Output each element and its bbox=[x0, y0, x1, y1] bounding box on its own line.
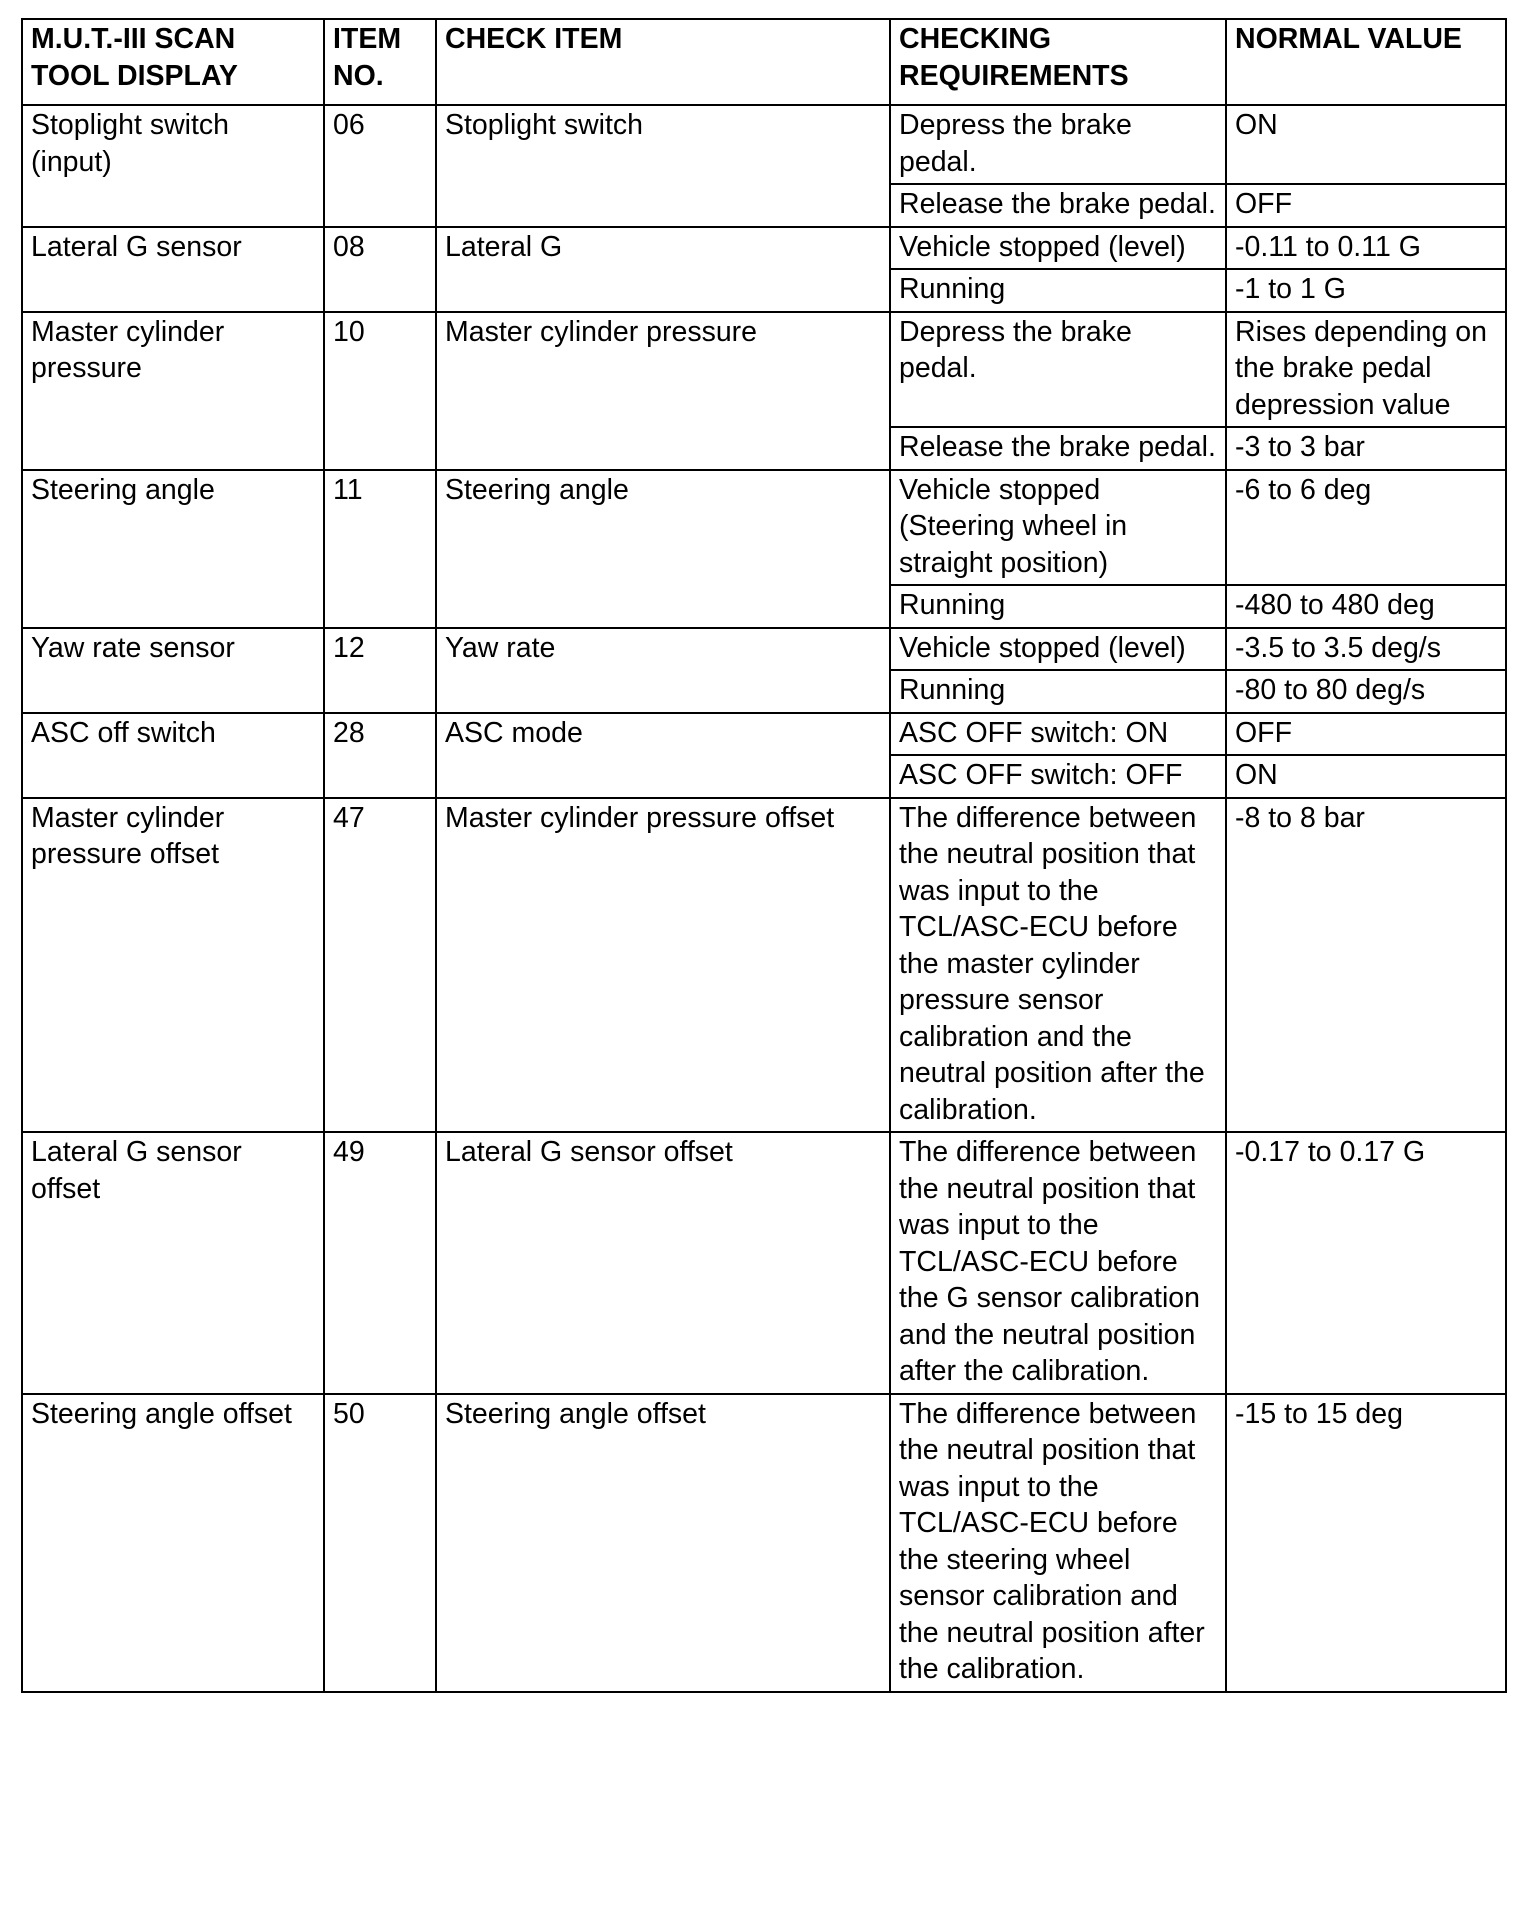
spec-sheet bbox=[21, 18, 1507, 1693]
requirement-cell: Vehicle stopped (Steering wheel in straight position) bbox=[890, 470, 1226, 586]
item-no-cell: 10 bbox=[324, 312, 436, 470]
header-normal-value: NORMAL VALUE bbox=[1226, 19, 1506, 105]
requirement-cell: Depress the brake pedal. bbox=[890, 312, 1226, 428]
table-row bbox=[22, 713, 1506, 756]
header-row bbox=[22, 19, 1506, 105]
check-item-cell: Steering angle offset bbox=[436, 1394, 890, 1692]
requirement-cell: ASC OFF switch: OFF bbox=[890, 755, 1226, 798]
normal-value-cell: -1 to 1 G bbox=[1226, 269, 1506, 312]
table-row bbox=[22, 227, 1506, 270]
requirement-cell: Vehicle stopped (level) bbox=[890, 628, 1226, 671]
normal-value-cell: ON bbox=[1226, 755, 1506, 798]
header-scan-tool-display: M.U.T.-III SCAN TOOL DISPLAY bbox=[22, 19, 324, 105]
table-header bbox=[22, 19, 1506, 105]
table-row bbox=[22, 798, 1506, 1133]
scan-tool-display-cell: Steering angle offset bbox=[22, 1394, 324, 1692]
requirement-cell: Vehicle stopped (level) bbox=[890, 227, 1226, 270]
requirement-cell: The difference between the neutral position that was input to the TCL/ASC-ECU before the G sensor calibration and the neutral position after the calibration. bbox=[890, 1132, 1226, 1394]
requirement-cell: ASC OFF switch: ON bbox=[890, 713, 1226, 756]
scan-tool-display-cell: Steering angle bbox=[22, 470, 324, 628]
normal-value-cell: -0.11 to 0.11 G bbox=[1226, 227, 1506, 270]
item-no-cell: 28 bbox=[324, 713, 436, 798]
requirement-cell: Running bbox=[890, 585, 1226, 628]
check-item-cell: ASC mode bbox=[436, 713, 890, 798]
requirement-cell: Depress the brake pedal. bbox=[890, 105, 1226, 184]
scan-tool-display-cell: Master cylinder pressure offset bbox=[22, 798, 324, 1133]
requirement-cell: Running bbox=[890, 670, 1226, 713]
header-check-item: CHECK ITEM bbox=[436, 19, 890, 105]
scan-tool-display-cell: Lateral G sensor offset bbox=[22, 1132, 324, 1394]
scan-tool-display-cell: Master cylinder pressure bbox=[22, 312, 324, 470]
requirement-cell: Release the brake pedal. bbox=[890, 427, 1226, 470]
check-item-cell: Master cylinder pressure bbox=[436, 312, 890, 470]
table-row bbox=[22, 628, 1506, 671]
table-row bbox=[22, 470, 1506, 586]
normal-value-cell: ON bbox=[1226, 105, 1506, 184]
normal-value-cell: -480 to 480 deg bbox=[1226, 585, 1506, 628]
check-item-cell: Lateral G bbox=[436, 227, 890, 312]
check-item-cell: Master cylinder pressure offset bbox=[436, 798, 890, 1133]
requirement-cell: Release the brake pedal. bbox=[890, 184, 1226, 227]
requirement-cell: The difference between the neutral position that was input to the TCL/ASC-ECU before the master cylinder pressure sensor calibration and the neutral position after the calibration. bbox=[890, 798, 1226, 1133]
item-no-cell: 06 bbox=[324, 105, 436, 227]
requirement-cell: Running bbox=[890, 269, 1226, 312]
table-row bbox=[22, 1394, 1506, 1692]
table-row bbox=[22, 312, 1506, 428]
check-item-cell: Lateral G sensor offset bbox=[436, 1132, 890, 1394]
normal-value-cell: -3 to 3 bar bbox=[1226, 427, 1506, 470]
scan-tool-display-cell: Stoplight switch (input) bbox=[22, 105, 324, 227]
normal-value-cell: OFF bbox=[1226, 184, 1506, 227]
item-no-cell: 47 bbox=[324, 798, 436, 1133]
item-no-cell: 08 bbox=[324, 227, 436, 312]
scan-tool-data-table bbox=[21, 18, 1507, 1693]
normal-value-cell: -6 to 6 deg bbox=[1226, 470, 1506, 586]
check-item-cell: Yaw rate bbox=[436, 628, 890, 713]
normal-value-cell: OFF bbox=[1226, 713, 1506, 756]
scan-tool-display-cell: Lateral G sensor bbox=[22, 227, 324, 312]
requirement-cell: The difference between the neutral position that was input to the TCL/ASC-ECU before the steering wheel sensor calibration and the neutral position after the calibration. bbox=[890, 1394, 1226, 1692]
check-item-cell: Stoplight switch bbox=[436, 105, 890, 227]
item-no-cell: 12 bbox=[324, 628, 436, 713]
item-no-cell: 49 bbox=[324, 1132, 436, 1394]
header-item-no: ITEM NO. bbox=[324, 19, 436, 105]
scan-tool-display-cell: ASC off switch bbox=[22, 713, 324, 798]
table-row bbox=[22, 1132, 1506, 1394]
normal-value-cell: -0.17 to 0.17 G bbox=[1226, 1132, 1506, 1394]
item-no-cell: 50 bbox=[324, 1394, 436, 1692]
normal-value-cell: -80 to 80 deg/s bbox=[1226, 670, 1506, 713]
check-item-cell: Steering angle bbox=[436, 470, 890, 628]
item-no-cell: 11 bbox=[324, 470, 436, 628]
normal-value-cell: Rises depending on the brake pedal depression value bbox=[1226, 312, 1506, 428]
header-checking-requirements: CHECKING REQUIREMENTS bbox=[890, 19, 1226, 105]
table-row bbox=[22, 105, 1506, 184]
scan-tool-display-cell: Yaw rate sensor bbox=[22, 628, 324, 713]
normal-value-cell: -15 to 15 deg bbox=[1226, 1394, 1506, 1692]
normal-value-cell: -8 to 8 bar bbox=[1226, 798, 1506, 1133]
normal-value-cell: -3.5 to 3.5 deg/s bbox=[1226, 628, 1506, 671]
table-body bbox=[22, 105, 1506, 1692]
